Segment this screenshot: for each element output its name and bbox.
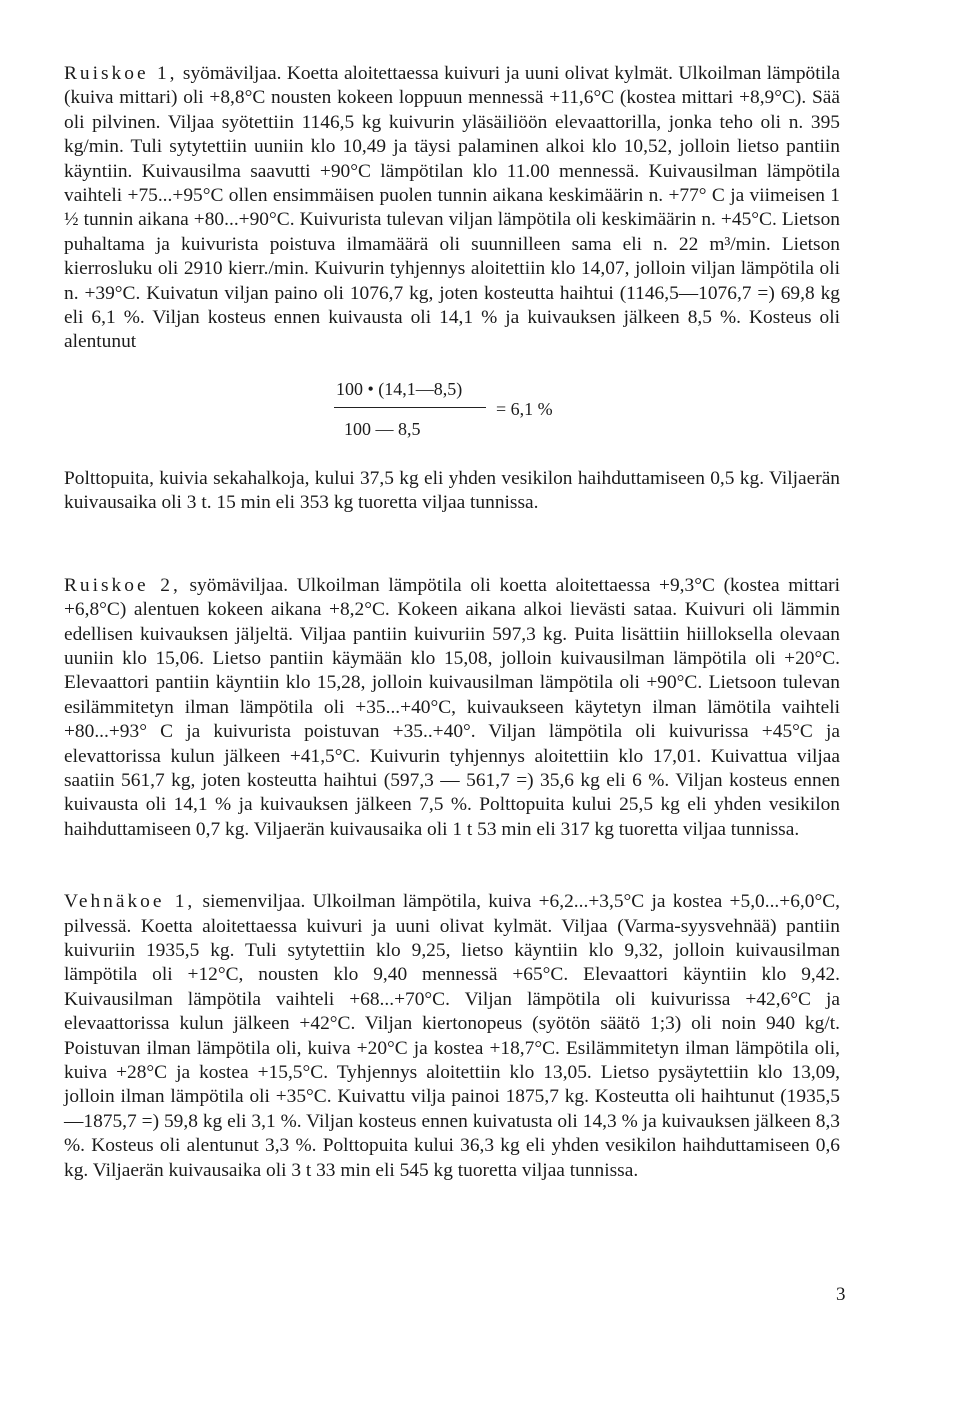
formula-numerator: 100 • (14,1—8,5) bbox=[336, 378, 463, 399]
moisture-formula bbox=[64, 377, 840, 451]
section-lead-ruiskoe-1: Ruiskoe 1, bbox=[64, 63, 178, 84]
section-gap bbox=[64, 516, 840, 574]
paragraph-text: syömäviljaa. Ulkoilman lämpötila oli koetta aloitettaessa +9,3°C (kostea mittari +6,8°C) alentuen kokeen aikana +8,2°C. Kokeen aikana alkoi lievästi sataa. Kuivuri oli lämmin edellisen kuivauksen jäljeltä. Viljaa pantiin kuivuriin 597,3 kg. Puita lisättiin hiilloksella olevaan uuniin klo 15,06. Lietso pantiin käymään klo 15,08, jolloin kuivausilman lämpötila oli +20°C. Elevaattori pantiin käyntiin klo 15,28, jolloin kuivausilman lämpötila oli +90°C. Lietsoon tulevan esilämmitetyn ilman lämpötila oli +35...+40°C, kuivaukseen käytetyn ilman lämötila vaihteli +80...+93° C ja kuivurista poistuvan +35..+40°. Viljan lämpötila oli kuivurissa +45°C ja elevattorissa kulun jälkeen +41,5°C. Kuivurin tyhjennys aloitettiin klo 17,01. Kuivattua viljaa saatiin 561,7 kg, joten kosteutta haihtui (597,3 — 561,7 =) 35,6 kg eli 6 %. Viljan kosteus ennen kuivausta oli 14,1 % ja kuivauksen jälkeen 7,5 %. Polttopuita kului 25,5 kg eli yhden vesikilon haihduttamiseen 0,7 kg. Viljaerän kuivausaika oli 1 t 53 min eli 317 kg tuoretta viljaa tunnissa. bbox=[64, 574, 840, 840]
section-lead-ruiskoe-2: Ruiskoe 2, bbox=[64, 574, 181, 596]
paragraph-vehnakoe-1 bbox=[64, 890, 840, 1183]
document-body bbox=[64, 62, 840, 1183]
section-lead-vehnakoe-1: Vehnäkoe 1, bbox=[64, 891, 196, 913]
paragraph-ruiskoe-1 bbox=[64, 62, 840, 355]
formula-result: = 6,1 % bbox=[496, 398, 553, 419]
section-gap bbox=[64, 842, 840, 890]
page-number: 3 bbox=[836, 1284, 846, 1305]
paragraph-text: siemenviljaa. Ulkoilman lämpötila, kuiva +6,2...+3,5°C ja kostea +5,0...+6,0°C, pilvessä. Koetta aloitettaessa kuivuri ja uuni olivat kylmät. Viljaa (Varma-syysvehnää) pantiin kuivuriin 1935,5 kg. Tuli sytytettiin klo 9,25, lietso käyntiin klo 9,32, jolloin kuivausilman lämpötila oli +12°C, nousten klo 9,40 mennessä +65°C. Elevaattori käyntiin klo 9,42. Kuivausilman lämpötila vaihteli +68...+70°C. Viljan lämpötila oli kuivurissa +42,6°C ja elevaattorissa kulun jälkeen +42°C. Viljan kiertonopeus (syötön säätö 1;3) oli noin 940 kg/t. Poistuvan ilman lämpötila oli, kuiva +20°C ja kostea +18,7°C. Esilämmitetyn ilman lämpötila oli, kuiva +28°C ja kostea +15,5°C. Tyhjennys aloitettiin klo 13,05. Lietso pysäytettiin klo 13,09, jolloin ilman lämpötila oli +35°C. Kuivattu vilja painoi 1875,7 kg. Kosteutta oli haihtunut (1935,5—1875,7 =) 59,8 kg eli 3,1 %. Viljan kosteus ennen kuivatusta oli 14,3 % ja kuivauksen jälkeen 8,3 %. Kosteus oli alentunut 3,3 %. Polttopuita kului 36,3 kg eli yhden vesikilon haihduttamiseen 0,6 kg. Viljaerän kuivausaika oli 3 t 33 min eli 545 kg tuoretta viljaa tunnissa. bbox=[64, 891, 840, 1181]
paragraph-polttopuita: Polttopuita, kuivia sekahalkoja, kului 37,5 kg eli yhden vesikilon haihduttamiseen 0,5 kg. Viljaerän kuivausaika oli 3 t. 15 min eli 353 kg tuoretta viljaa tunnissa. bbox=[64, 467, 840, 514]
formula-denominator: 100 — 8,5 bbox=[344, 418, 421, 439]
paragraph-ruiskoe-2 bbox=[64, 574, 840, 842]
fraction-bar bbox=[334, 407, 486, 408]
paragraph-text: syömäviljaa. Koetta aloitettaessa kuivuri ja uuni olivat kylmät. Ulkoilman lämpötila (kuiva mittari) oli +8,8°C nousten kokeen loppuun mennessä +11,6°C (kostea mittari +8,9°C). Sää oli pilvinen. Viljaa syötettiin 1146,5 kg kuivurin yläsäiliöön elevaattorilla, jonka teho oli n. 395 kg/min. Tuli sytytettiin uuniin klo 10,49 ja täysi palaminen alkoi klo 10,52, jolloin lietso pantiin käyntiin. Kuivausilma saavutti +90°C lämpötilan klo 11.00 mennessä. Kuivausilman lämpötila vaihteli +75...+95°C ollen ensimmäisen puolen tunnin aikana keskimäärin n. +77° C ja viimeisen 1 ½ tunnin aikana +80...+90°C. Kuivurista tulevan viljan lämpötila oli keskimäärin n. +45°C. Lietson puhaltama ja kuivurista poistuva ilmamäärä oli suunnilleen sama eli n. 22 m³/min. Lietson kierrosluku oli 2910 kierr./min. Kuivurin tyhjennys aloitettiin klo 14,07, jolloin viljan lämpötila oli n. +39°C. Kuivatun viljan paino oli 1076,7 kg, joten kosteutta haihtui (1146,5—1076,7 =) 69,8 kg eli 6,1 %. Viljan kosteus ennen kuivausta oli 14,1 % ja kuivauksen jälkeen 8,5 %. Kosteus oli alentunut bbox=[64, 63, 841, 353]
